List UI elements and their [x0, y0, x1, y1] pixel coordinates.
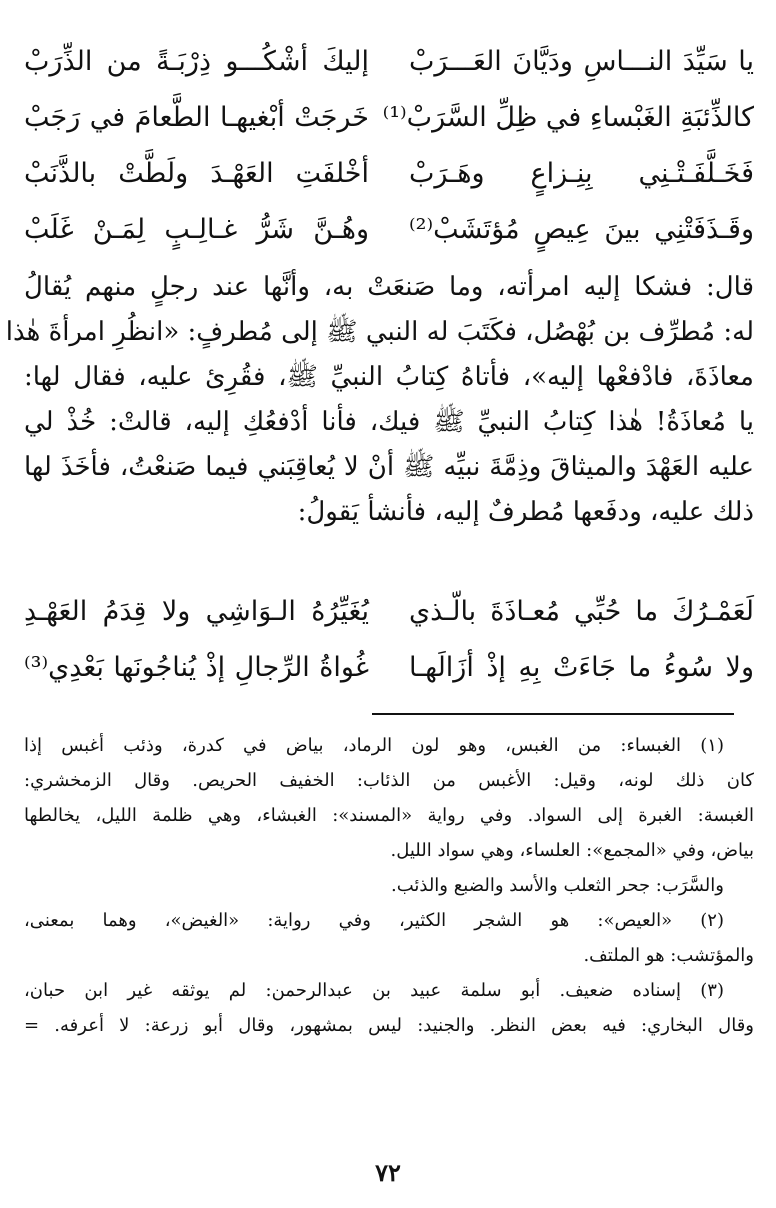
- prose-line: معاذَةَ، فادْفعْها إليه»، فأتاهُ كِتابُ النبيِّ ﷺ، فقُرِئ عليه، فقال لها:: [24, 362, 754, 392]
- verse-first-hemistich: يا سَيِّدَ النـــاسِ ودَيَّانَ العَـــرَبْ: [409, 46, 754, 77]
- prose-line: عليه العَهْدَ والميثاقَ وذِمَّةَ نبيِّه ﷺ أنْ لا يُعاقِبَني فيما صَنعْتُ، فأخَذَ لها: [24, 452, 754, 482]
- verse-first-hemistich: ولا سُوءُ ما جَاءَتْ بِهِ إذْ أزَالَهـا: [409, 652, 754, 683]
- verse-first-hemistich: كالذِّئبَةِ الغَبْساءِ في ظِلِّ السَّرَبْ⁽¹⁾: [382, 102, 754, 133]
- verse-second-hemistich: غُواةُ الرِّجالِ إذْ يُناجُونَها بَعْدِي⁽³⁾: [24, 652, 369, 683]
- verse-line: [24, 146, 754, 202]
- verse-line: [24, 584, 754, 640]
- footnote-line: والسَّرَب: جحر الثعلب والأسد والضبع والذئب.: [390, 875, 724, 896]
- verse-second-hemistich: خَرجَتْ أبْغيهـا الطَّعامَ في رَجَبْ: [24, 102, 369, 133]
- verse-line: [24, 202, 754, 258]
- footnote-line: الغبسة: الغبرة إلى السواد. وفي رواية «المسند»: الغبشاء، وهي ظلمة الليل، يخالطها: [24, 805, 754, 826]
- footnote-divider: [372, 713, 734, 715]
- verse-second-hemistich: إليكَ أشْكُـــو ذِرْبَـةً من الذِّرَبْ: [24, 46, 369, 77]
- footnote-line: (٢) «العيص»: هو الشجر الكثير، وفي رواية: «الغيض»، وهما بمعنى،: [24, 910, 724, 931]
- footnote-line: بياض، وفي «المجمع»: العلساء، وهي سواد الليل.: [390, 840, 754, 861]
- prose-line: قال: فشكا إليه امرأته، وما صَنعَتْ به، وأنَّها عند رجلٍ منهم يُقالُ: [24, 272, 754, 302]
- footnote-line: وقال البخاري: فيه بعض النظر. والجنيد: ليس بمشهور، وقال أبو زرعة: لا أعرفه. =: [24, 1015, 754, 1036]
- page-number: ٧٢: [375, 1158, 401, 1187]
- prose-line: ذلك عليه، ودفَعها مُطرفٌ إليه، فأنشأ يَقولُ:: [297, 497, 754, 527]
- verse-second-hemistich: يُغَيِّرُهُ الـوَاشِي ولا قِدَمُ العَهْـدِ: [24, 596, 369, 627]
- verse-first-hemistich: فَخَـلَّفَـتْـنِي بِنِـزاعٍ وهَـرَبْ: [409, 158, 754, 189]
- footnote-line: والمؤتشب: هو الملتف.: [583, 945, 754, 966]
- footnote-line: (١) الغبساء: من الغبس، وهو لون الرماد، بياض في كدرة، وذئب أغبس إذا: [24, 735, 724, 756]
- verse-line: [24, 90, 754, 146]
- poem-top: [24, 34, 754, 258]
- verse-second-hemistich: وهُـنَّ شَرُّ غـالِـبٍ لِمَـنْ غَلَبْ: [24, 214, 369, 245]
- verse-line: [24, 34, 754, 90]
- footnote-line: (٣) إسناده ضعيف. أبو سلمة عبيد بن عبدالرحمن: لم يوثقه غير ابن حبان،: [24, 980, 724, 1001]
- poem-bottom: [24, 584, 754, 696]
- prose-paragraph: [5, 265, 754, 535]
- verse-line: [24, 640, 754, 696]
- verse-first-hemistich: وقَـذَفَتْنِي بينَ عِيصٍ مُؤتَشَبْ⁽²⁾: [409, 214, 754, 245]
- footnotes: [24, 728, 754, 1043]
- verse-first-hemistich: لَعَمْـرُكَ ما حُبِّي مُعـاذَةَ بالّـذي: [409, 596, 754, 627]
- prose-line: له: مُطرِّف بن بُهْصُل، فكَتَبَ له النبي ﷺ إلى مُطرفٍ: «انظُرِ امرأةَ هٰذا: [5, 317, 754, 347]
- verse-second-hemistich: أخْلفَتِ العَهْـدَ ولَطَّتْ بالذَّنَبْ: [24, 158, 369, 189]
- footnote-line: كان ذلك لونه، وقيل: الأغبس من الذئاب: الخفيف الحريص. وقال الزمخشري:: [24, 770, 754, 791]
- prose-line: يا مُعاذَةُ! هٰذا كِتابُ النبيِّ ﷺ فيك، فأنا أدْفعُكِ إليه، قالتْ: خُذْ لي: [24, 407, 754, 437]
